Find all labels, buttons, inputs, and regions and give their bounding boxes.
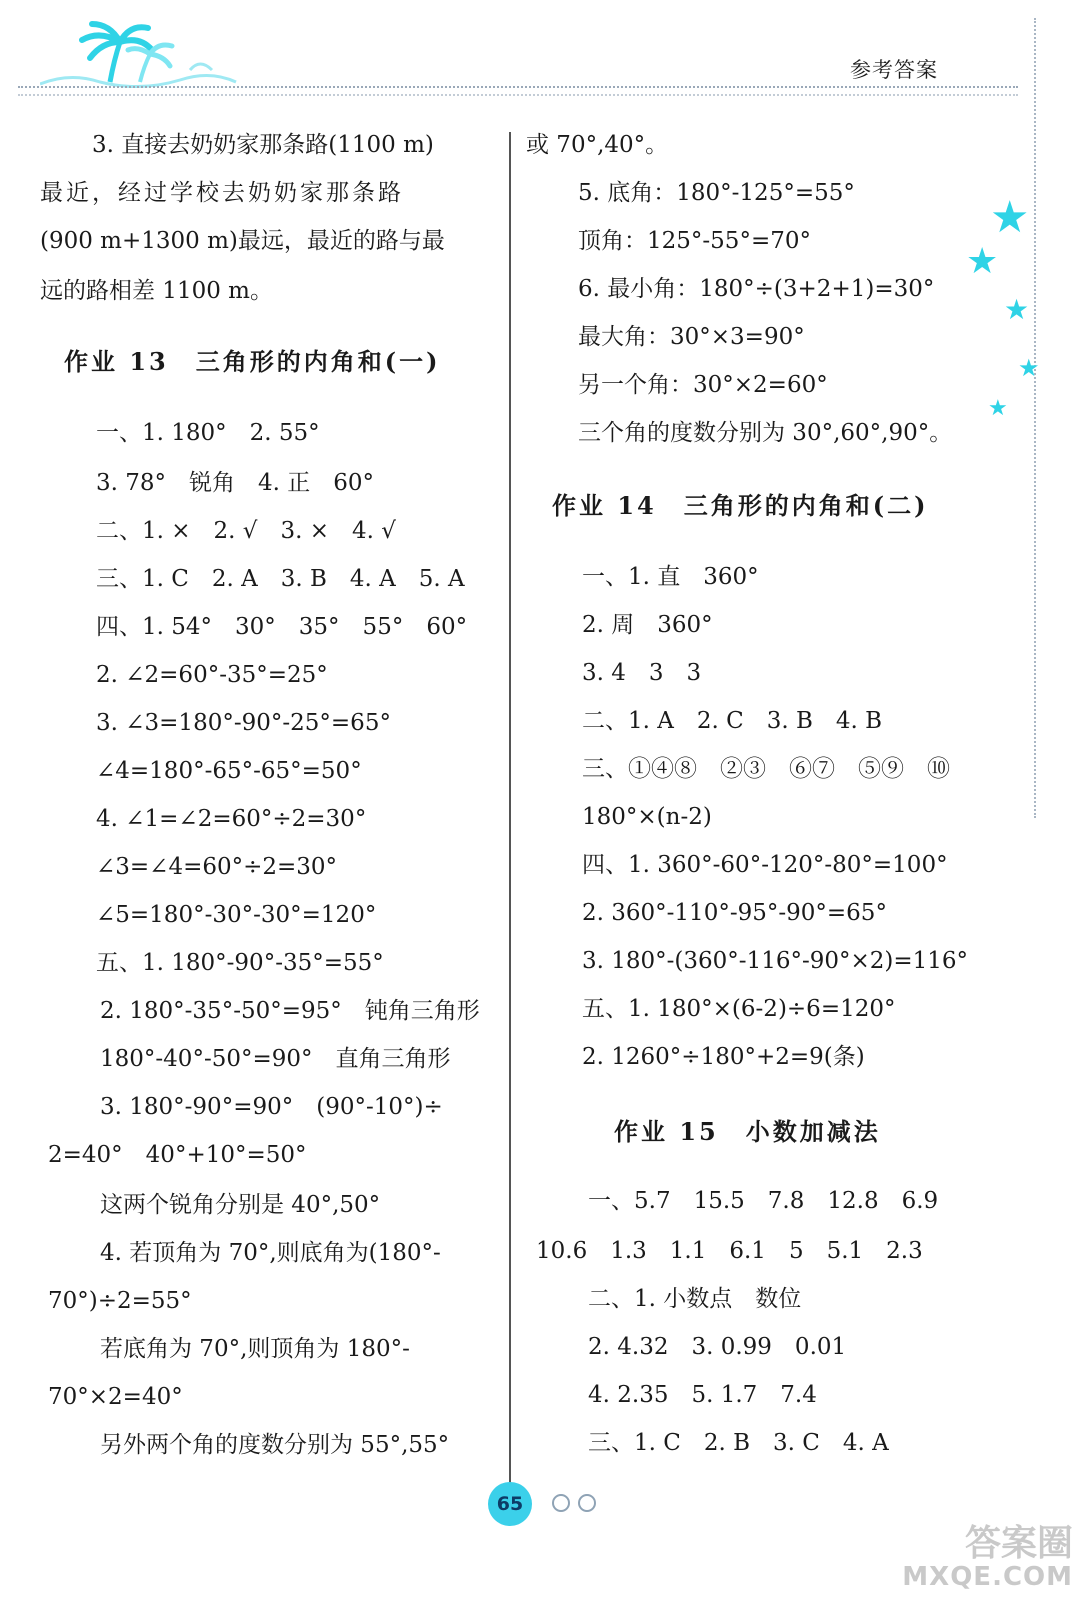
text-line: 2. 180°-35°-50°=95° 钝角三角形 [100,998,480,1024]
text-line: 2. 1260°÷180°+2=9(条) [582,1044,865,1070]
header-title: 参考答案 [850,58,938,82]
watermark-url: MXQE.COM [902,1562,1073,1593]
star-icon: ★ [990,192,1030,243]
page-number-badge: 65 [488,1482,532,1526]
section-heading: 作业 15 小数加减法 [614,1117,881,1146]
text-line: 最近，经过学校去奶奶家那条路 [40,180,404,206]
text-line: 三个角的度数分别为 30°,60°,90°。 [578,420,953,446]
section-heading: 作业 14 三角形的内角和(二) [552,491,929,520]
text-line: 三、1. C 2. B 3. C 4. A [588,1430,889,1456]
text-line: 2. ∠2=60°-35°=25° [96,662,328,688]
text-line: 4. 若顶角为 70°,则底角为(180°- [100,1240,441,1266]
star-icon: ★ [1004,293,1030,326]
column-divider [509,132,511,1492]
star-icon: ★ [966,241,999,282]
text-line: 3. ∠3=180°-90°-25°=65° [96,710,391,736]
text-line: 180°×(n-2) [582,804,712,830]
text-line: 五、1. 180°-90°-35°=55° [96,950,384,976]
header-divider [18,86,1018,88]
text-line: 3. 180°-90°=90° (90°-10°)÷ [100,1094,443,1120]
palm-tree-logo [40,20,240,94]
decorative-circle-icon [578,1494,596,1512]
text-line: 2=40° 40°+10°=50° [48,1142,307,1168]
text-line: 另外两个角的度数分别为 55°,55° [100,1432,450,1458]
text-line: ∠5=180°-30°-30°=120° [96,902,377,928]
star-icon: ★ [1018,354,1040,382]
text-line: 二、1. × 2. √ 3. × 4. √ [96,518,396,544]
text-line: 4. 2.35 5. 1.7 7.4 [588,1382,817,1408]
text-line: 或 70°,40°。 [526,132,669,158]
watermark [902,1524,1073,1592]
right-margin-dots [1034,18,1036,818]
text-line: 4. ∠1=∠2=60°÷2=30° [96,806,367,832]
text-line: 若底角为 70°,则顶角为 180°- [100,1336,410,1362]
section-heading: 作业 13 三角形的内角和(一) [64,347,441,376]
text-line: 10.6 1.3 1.1 6.1 5 5.1 2.3 [536,1238,923,1264]
text-line: 2. 360°-110°-95°-90°=65° [582,900,887,926]
text-line: (900 m+1300 m)最远，最近的路与最 [40,228,445,254]
text-line: ∠3=∠4=60°÷2=30° [96,854,338,880]
text-line: 四、1. 54° 30° 35° 55° 60° [96,614,468,640]
text-line: 180°-40°-50°=90° 直角三角形 [100,1046,451,1072]
text-line: 三、1. C 2. A 3. B 4. A 5. A [96,566,465,592]
decorative-circle-icon [552,1494,570,1512]
text-line: 2. 周 360° [582,612,713,638]
watermark-text: 答案圈 [964,1522,1073,1564]
text-line: 三、①④⑧ ②③ ⑥⑦ ⑤⑨ ⑩ [582,756,950,782]
text-line: 3. 4 3 3 [582,660,702,686]
text-line: 二、1. 小数点 数位 [588,1286,802,1312]
text-line: 顶角：125°-55°=70° [578,228,811,254]
text-line: 这两个锐角分别是 40°,50° [100,1192,381,1218]
text-line: 70°×2=40° [48,1384,183,1410]
text-line: 6. 最小角：180°÷(3+2+1)=30° [578,276,935,302]
text-line: 四、1. 360°-60°-120°-80°=100° [582,852,948,878]
text-line: ∠4=180°-65°-65°=50° [96,758,362,784]
text-line: 一、1. 180° 2. 55° [96,420,320,446]
text-line: 3. 180°-(360°-116°-90°×2)=116° [582,948,969,974]
text-line: 一、1. 直 360° [582,564,759,590]
header-divider-secondary [18,94,1018,96]
text-line: 2. 4.32 3. 0.99 0.01 [588,1334,847,1360]
text-line: 另一个角：30°×2=60° [578,372,828,398]
text-line: 最大角：30°×3=90° [578,324,805,350]
text-line: 3. 直接去奶奶家那条路(1100 m) [92,132,434,158]
star-icon: ★ [988,396,1008,421]
text-line: 远的路相差 1100 m。 [40,278,273,304]
text-line: 5. 底角：180°-125°=55° [578,180,855,206]
text-line: 一、5.7 15.5 7.8 12.8 6.9 [588,1188,939,1214]
text-line: 二、1. A 2. C 3. B 4. B [582,708,883,734]
text-line: 五、1. 180°×(6-2)÷6=120° [582,996,896,1022]
text-line: 3. 78° 锐角 4. 正 60° [96,470,375,496]
text-line: 70°)÷2=55° [48,1288,192,1314]
